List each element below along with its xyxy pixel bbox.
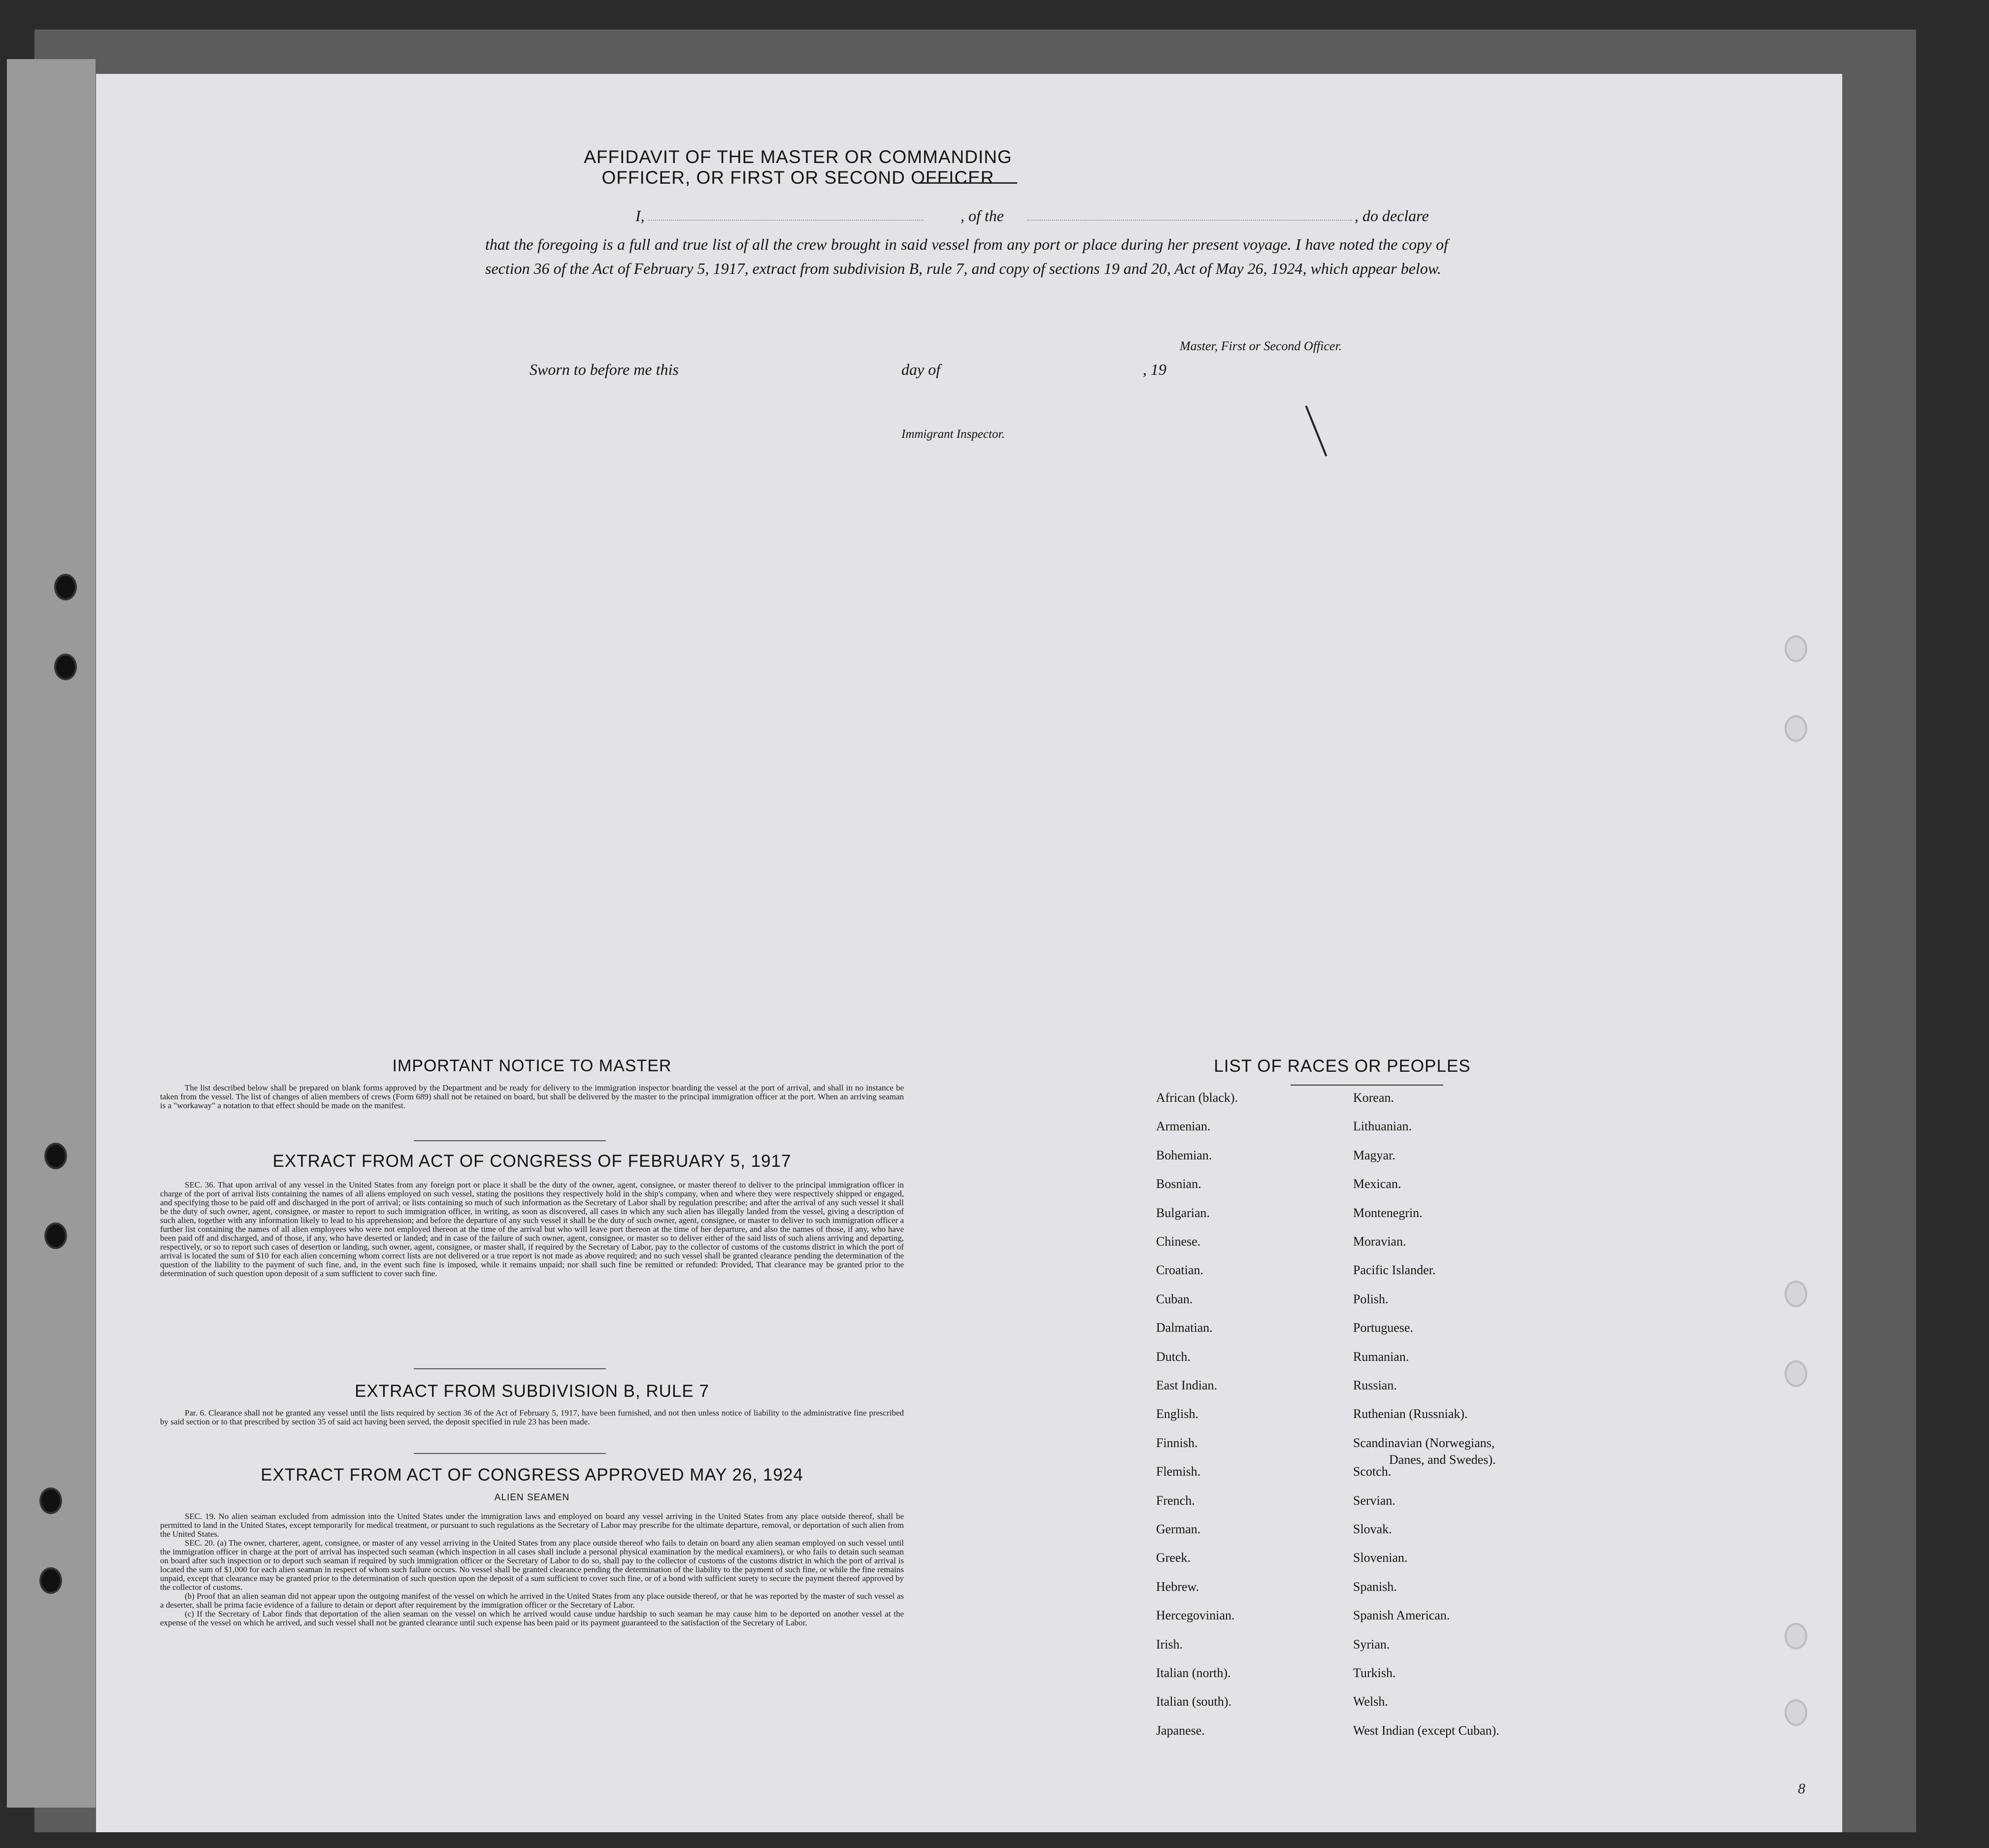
underlying-page-edge	[7, 59, 96, 1808]
extract-1924-text	[160, 1512, 904, 1627]
punch-hole	[44, 1222, 67, 1249]
day-of-text: day of	[901, 361, 941, 378]
declaration-i: I,	[635, 207, 645, 225]
extract-rule7-text: Par. 6. Clearance shall not be granted any vessel until the lists required by section 36 of the Act of February 5, 1917, have been furnished, and not then unless notice of liability to the administrative fine prescribed by said section or to that prescribed by section 35 of said act having been served, the deposit specified in rule 23 has been made.	[160, 1408, 904, 1426]
year-prefix: , 19	[1143, 361, 1166, 378]
name-blank-line	[648, 220, 924, 221]
extract-1917-title: EXTRACT FROM ACT OF CONGRESS OF FEBRUARY 5, 1917	[272, 1152, 792, 1171]
sec20b-paragraph: (b) Proof that an alien seaman did not appear upon the outgoing manifest of the vessel on which he arrived in the United States from any place outside thereof, or that he was reported by the master of such vessel as a deserter, shall be prima facie evidence of a failure to detain or deport after requirement by the immigration officer or the Secretary of Labor.	[160, 1591, 904, 1610]
extract-1917-text: SEC. 36. That upon arrival of any vessel in the United States from any foreign port or place it shall be the duty of the owner, agent, consignee, or master thereof to deliver to the principal immigration officer in charge of the port of arrival lists containing the names of all aliens employed on such vessel, stating the positions they respectively hold in the ship's company, when and where they were respectively shipped or engaged, and specifying those to be paid off and discharged in the port of arrival; or lists containing so much of such information as the Secretary of Labor shall by regulation prescribe; and after the arrival of any such vessel it shall be the duty of such owner, agent, consignee, or master to report to such immigration officer, in writing, as soon as discovered, all cases in which any such alien has illegally landed from the vessel, giving a description of such alien, together with any information likely to lead to his apprehension; and before the departure of any such vessel it shall be the duty of such owner, agent, consignee, or master to deliver to such immigration officer a further list containing the names of all alien employees who were not employed thereon at the time of the arrival but who will leave port thereon at the time of her departure, and also the names of those, if any, who have been paid off and discharged, and of those, if any, who have deserted or landed; and in case of the failure of such owner, agent, consignee, or master so to deliver either of the said lists of such aliens arriving and departing, respectively, or so to report such cases of desertion or landing, such owner, agent, consignee, or master shall, if required by the Secretary of Labor, pay to the collector of customs of the customs district in which the port of arrival is located the sum of $10 for each alien concerning whom correct lists are not delivered or a true report is not made as above required; and no such vessel shall be granted clearance pending the determination of the question of the liability to the payment of such fine, and, in the event such fine is imposed, while it remains unpaid; nor shall such fine be remitted or refunded: Provided, That clearance may be granted prior to the determination of such question upon deposit of a sum sufficient to cover such fine.	[160, 1180, 904, 1278]
punch-hole	[54, 574, 77, 600]
race-item: Spanish.	[1353, 1579, 1397, 1594]
declaration-body: that the foregoing is a full and true list of all the crew brought in said vessel from any port or place during her present voyage. I have noted the copy of section 36 of the Act of February 5, 1917, extract from subdivision B, rule 7, and copy of sections 19 and 20, Act of May 26, 1924, which appear below.	[485, 235, 1448, 277]
races-title: LIST OF RACES OR PEOPLES	[1214, 1056, 1471, 1076]
punch-hole	[39, 1567, 62, 1594]
race-item: Syrian.	[1353, 1637, 1390, 1651]
pencil-mark	[1305, 405, 1327, 456]
title-rule	[919, 182, 1017, 184]
race-item: Scotch.	[1353, 1464, 1392, 1479]
race-item: West Indian (except Cuban).	[1353, 1723, 1499, 1738]
race-item: Chinese.	[1156, 1234, 1201, 1249]
race-item: Pacific Islander.	[1353, 1263, 1436, 1278]
race-item: East Indian.	[1156, 1378, 1218, 1392]
extract-rule7-title: EXTRACT FROM SUBDIVISION B, RULE 7	[355, 1382, 709, 1401]
race-item: Flemish.	[1156, 1464, 1201, 1479]
notice-text: The list described below shall be prepared on blank forms approved by the Department and be ready for delivery to the immigration inspector boarding the vessel at the port of arrival, and shall in no instance be taken from the vessel. The list of changes of alien members of crews (Form 689) shall not be retained on board, but shall be delivered by the master to the principal immigration officer at the port. When an arriving seaman is a "workaway" a notation to that effect should be made on the manifest.	[160, 1083, 904, 1110]
race-item: Welsh.	[1353, 1694, 1388, 1709]
punch-hole	[39, 1487, 62, 1514]
race-item: Lithuanian.	[1353, 1119, 1412, 1134]
sec20a-paragraph: SEC. 20. (a) The owner, charterer, agent, consignee, or master of any vessel arriving in the United States from any place outside thereof who fails to detain on board any alien seaman employed on such vessel until the immigration officer in charge at the port of arrival has inspected such seaman (which inspection in all cases shall include a personal physical examination by the medical examiners), or who fails to detain such seaman on board after such inspection or to deport such seaman if required by such immigration officer or the Secretary of Labor to do so, shall pay to the collector of customs of the customs district in which the port of arrival is located the sum of $1,000 for each alien seaman in respect of whom such failure occurs. No vessel shall be granted clearance pending the determination of the liability to the payment of such fine, or while the fine remains unpaid, except that clearance may be granted prior to the determination of such question upon the deposit of a sum sufficient to cover such fine, or of a bond with sufficient surety to secure the payment thereof approved by the collector of customs.	[160, 1538, 904, 1592]
race-item: Spanish American.	[1353, 1608, 1450, 1623]
race-item: Scandinavian (Norwegians,	[1353, 1435, 1495, 1450]
extract-1924-title: EXTRACT FROM ACT OF CONGRESS APPROVED MAY 26, 1924	[261, 1465, 803, 1485]
race-item: Bohemian.	[1156, 1148, 1212, 1162]
declaration-do-declare: , do declare	[1355, 207, 1429, 225]
margin-note: 8	[1798, 1781, 1805, 1797]
race-item: Hebrew.	[1156, 1579, 1199, 1594]
race-item: German.	[1156, 1522, 1201, 1536]
race-item: Bulgarian.	[1156, 1205, 1210, 1220]
section-rule	[414, 1453, 606, 1454]
punch-hole	[1785, 1281, 1807, 1307]
punch-hole	[1785, 1360, 1807, 1387]
signer-label: Master, First or Second Officer.	[1180, 339, 1342, 353]
race-item-continuation: Danes, and Swedes).	[1389, 1452, 1496, 1467]
document-page	[96, 74, 1842, 1832]
vessel-blank-line	[1027, 220, 1352, 221]
section-rule	[414, 1140, 606, 1141]
race-item: French.	[1156, 1493, 1195, 1508]
race-item: Montenegrin.	[1353, 1205, 1423, 1220]
race-item: Turkish.	[1353, 1666, 1396, 1680]
sec20c-paragraph: (c) If the Secretary of Labor finds that deportation of the alien seaman on the vessel on which he arrived would cause undue hardship to such seaman he may cause him to be deported on another vessel at the expense of the vessel on which he arrived, and such vessel shall not be granted clearance until such expense has been paid or its payment guaranteed to the satisfaction of the Secretary of Labor.	[160, 1609, 904, 1627]
race-item: Japanese.	[1156, 1723, 1205, 1738]
race-item: Moravian.	[1353, 1234, 1406, 1249]
race-item: Armenian.	[1156, 1119, 1211, 1134]
race-item: Cuban.	[1156, 1291, 1193, 1306]
races-rule	[1291, 1085, 1443, 1086]
race-item: Slovak.	[1353, 1522, 1392, 1536]
race-item: English.	[1156, 1407, 1198, 1421]
race-item: Hercegovinian.	[1156, 1608, 1235, 1623]
affidavit-title: AFFIDAVIT OF THE MASTER OR COMMANDING OFFICER, OR FIRST OR SECOND OFFICER	[584, 147, 1012, 188]
race-item: Finnish.	[1156, 1435, 1198, 1450]
race-item: Polish.	[1353, 1291, 1389, 1306]
race-item: Magyar.	[1353, 1148, 1395, 1162]
race-item: Ruthenian (Russniak).	[1353, 1407, 1468, 1421]
race-item: Dalmatian.	[1156, 1320, 1213, 1335]
punch-hole	[1785, 1699, 1807, 1726]
punch-hole	[44, 1143, 67, 1169]
race-item: Italian (north).	[1156, 1666, 1231, 1680]
race-item: Slovenian.	[1353, 1551, 1408, 1565]
notice-title: IMPORTANT NOTICE TO MASTER	[392, 1056, 672, 1075]
punch-hole	[54, 654, 77, 680]
race-item: Mexican.	[1353, 1177, 1401, 1191]
sec19-paragraph: SEC. 19. No alien seaman excluded from admission into the United States under the immigration laws and employed on board any vessel arriving in the United States from any place outside thereof, shall be permitted to land in the United States, except temporarily for medical treatment, or pursuant to such regulations as the Secretary of Labor may prescribe for the ultimate departure, removal, or deportation of such alien from the United States.	[160, 1512, 904, 1539]
sworn-text: Sworn to before me this	[530, 361, 679, 378]
race-item: Irish.	[1156, 1637, 1183, 1651]
punch-hole	[1785, 1623, 1807, 1650]
extract-1924-subtitle: ALIEN SEAMEN	[494, 1492, 570, 1503]
declaration-of-the: , of the	[961, 207, 1004, 225]
race-item: Korean.	[1353, 1090, 1394, 1105]
section-rule	[414, 1368, 606, 1369]
inspector-label: Immigrant Inspector.	[901, 428, 1005, 441]
race-item: Croatian.	[1156, 1263, 1204, 1278]
punch-hole	[1785, 715, 1807, 742]
punch-hole	[1785, 635, 1807, 662]
race-item: Portuguese.	[1353, 1320, 1414, 1335]
race-item: Servian.	[1353, 1493, 1395, 1508]
race-item: African (black).	[1156, 1090, 1238, 1105]
race-item: Bosnian.	[1156, 1177, 1201, 1191]
race-item: Italian (south).	[1156, 1694, 1232, 1709]
race-item: Dutch.	[1156, 1349, 1191, 1364]
race-item: Greek.	[1156, 1551, 1191, 1565]
race-item: Rumanian.	[1353, 1349, 1409, 1364]
race-item: Russian.	[1353, 1378, 1397, 1392]
